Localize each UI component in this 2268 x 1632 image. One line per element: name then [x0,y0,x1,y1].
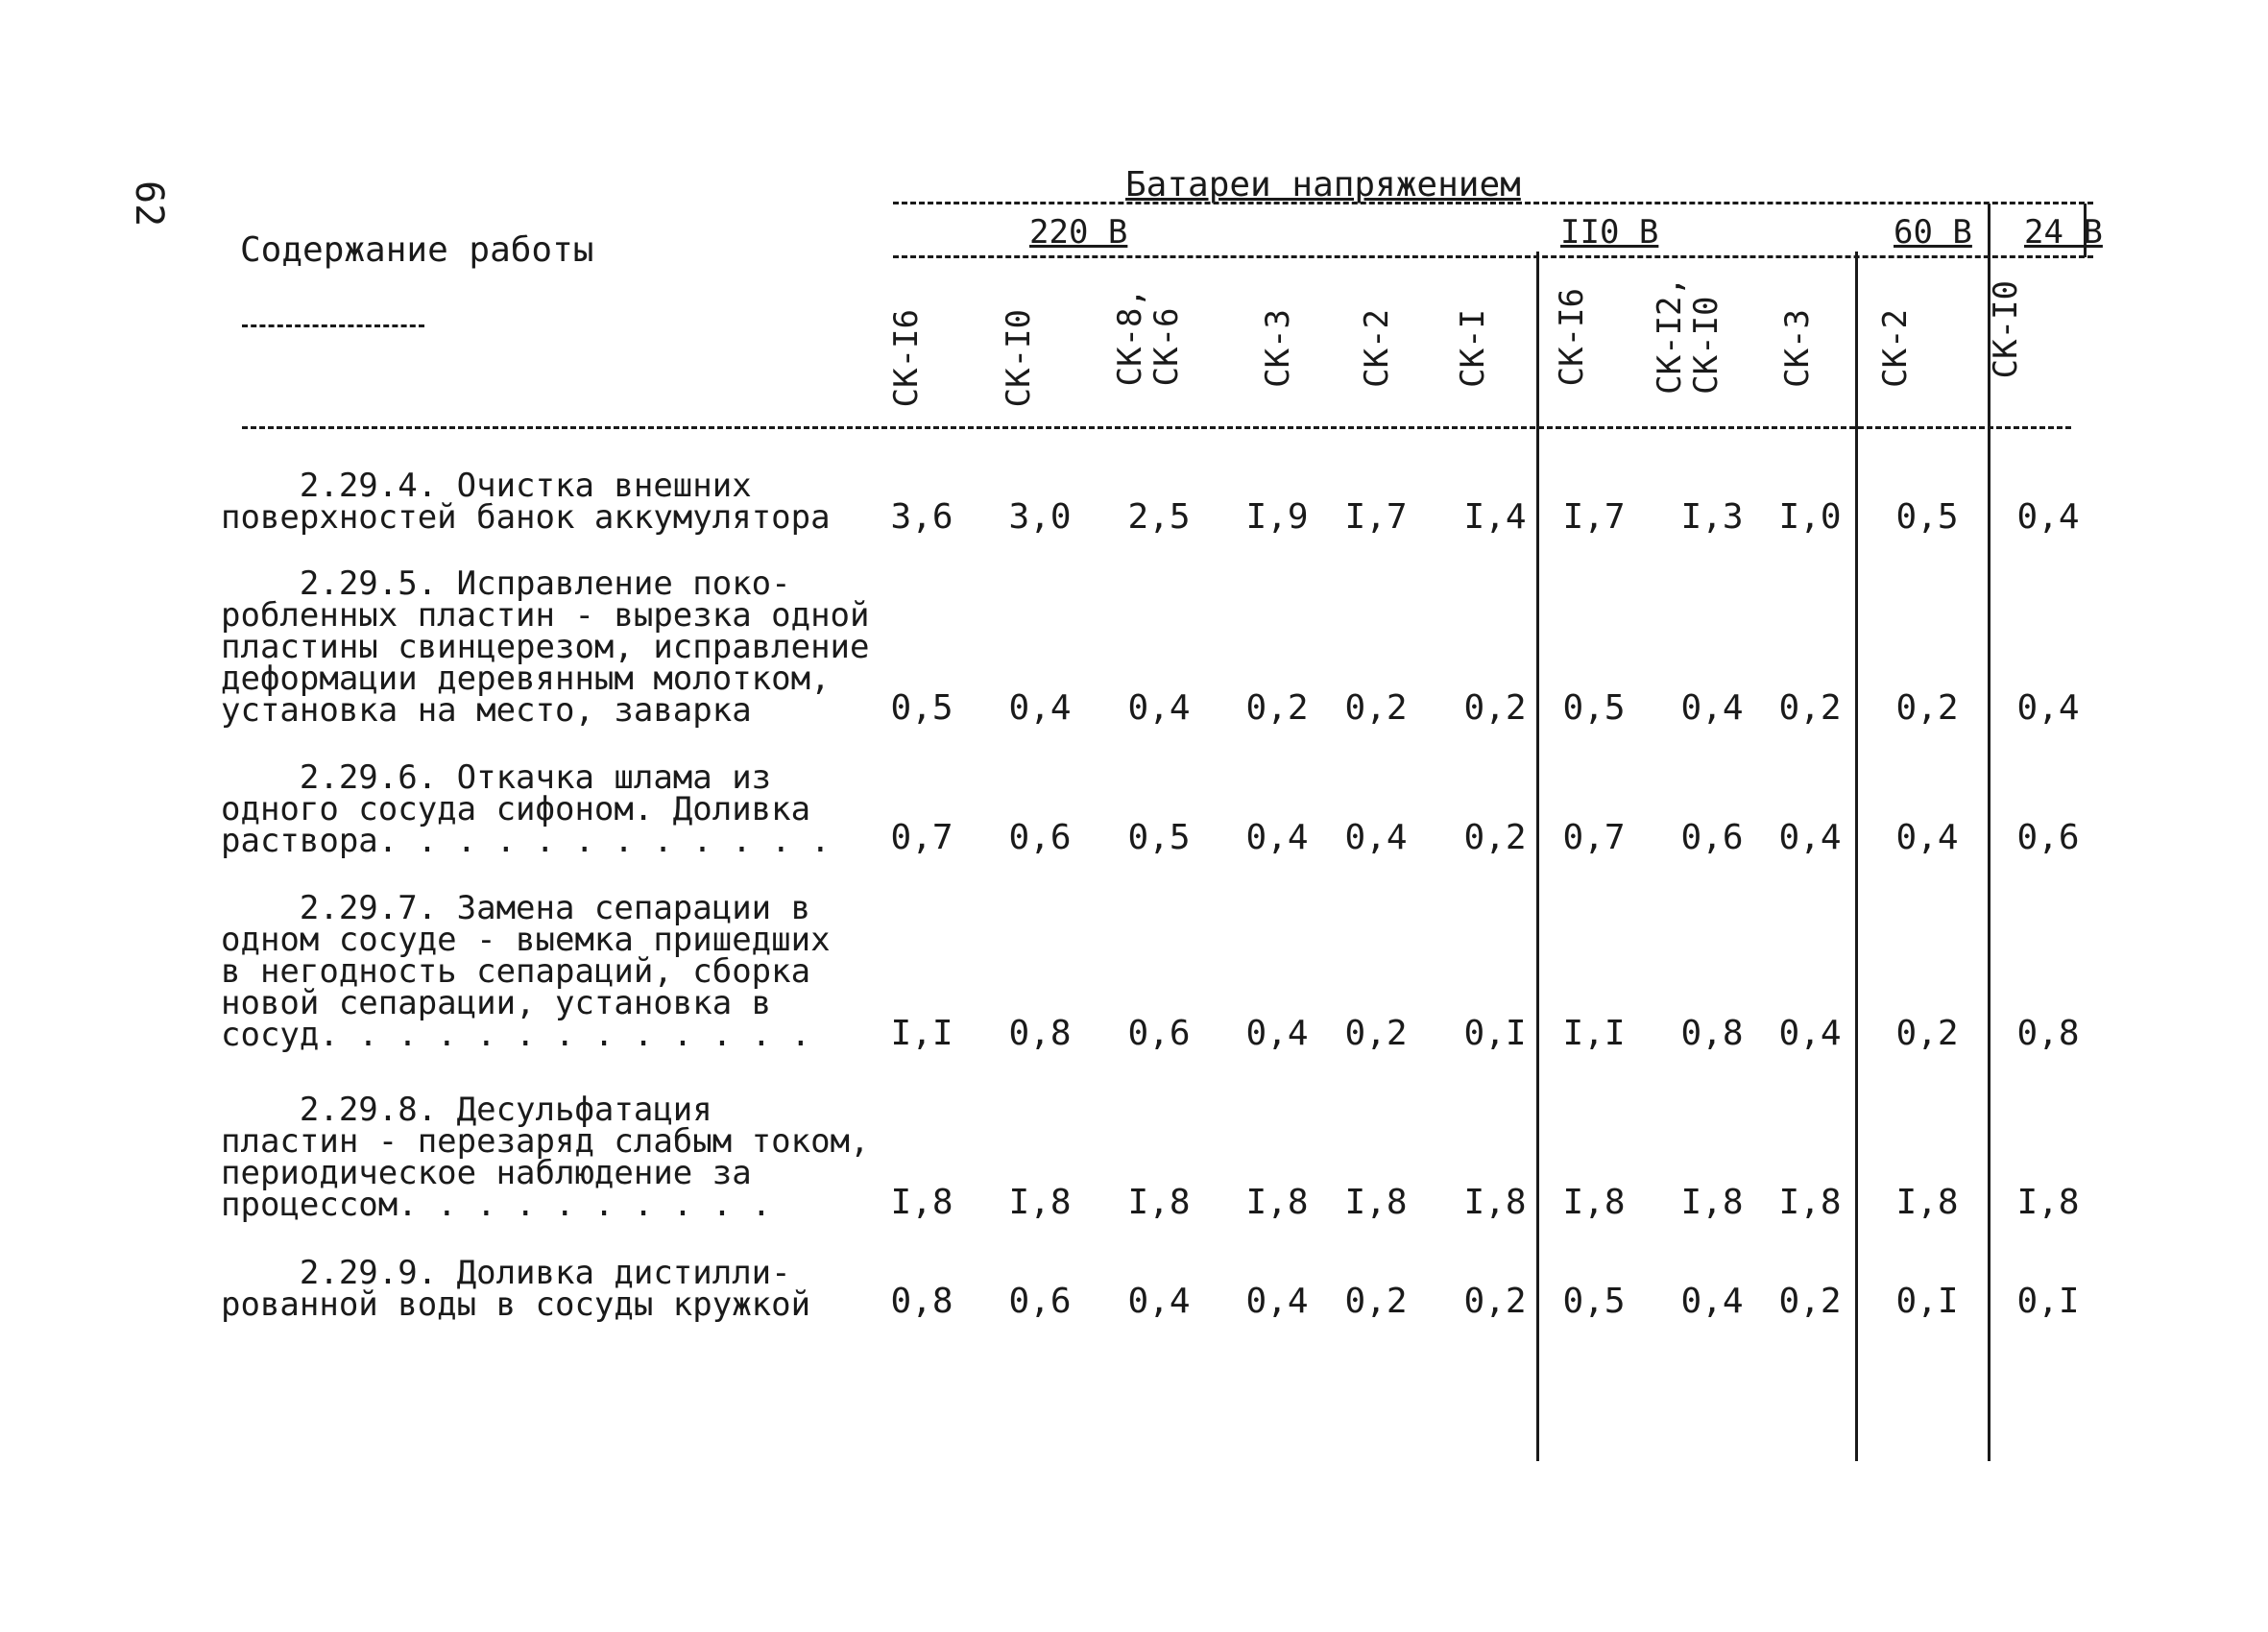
value-cell: I,8 [1680,1183,1744,1222]
value-cell: 0,2 [1778,1282,1842,1321]
col-header-9: СК-3 [1778,309,1817,388]
voltage-24-label: 24 В [2024,213,2103,252]
col-header-8: СК-I2, СК-I0 [1651,276,1725,395]
value-cell: 0,4 [1680,688,1744,728]
value-cell: 0,4 [2016,688,2080,728]
value-cell: 0,2 [1463,688,1527,728]
value-cell: I,8 [1127,1183,1191,1222]
value-cell: I,9 [1245,497,1309,537]
group-divider-line [893,202,2093,204]
value-cell: I,7 [1344,497,1408,537]
separator-60-24 [1988,204,1991,1461]
value-cell: I,4 [1463,497,1527,537]
value-cell: 0,2 [1344,1282,1408,1321]
col-header-11: СК-I0 [1987,280,2025,379]
value-cell: 0,4 [1778,1014,1842,1053]
value-cell: I,7 [1562,497,1626,537]
voltage-110-label: II0 В [1560,213,1659,252]
value-cell: 0,8 [1008,1014,1072,1053]
value-cell: 0,5 [1127,818,1191,857]
row-description: 2.29.6. Откачка шлама из одного сосуда сифоном. Доливка раствора. . . . . . . . . . . . [221,758,831,860]
value-cell: 0,4 [1778,818,1842,857]
voltage-220-label: 220 В [1029,213,1128,252]
value-cell: 0,2 [1463,818,1527,857]
value-cell: 0,4 [1008,688,1072,728]
value-cell: 0,4 [1245,818,1309,857]
separator-110-60 [1855,252,1858,1461]
col-header-2: СК-I0 [1000,309,1038,408]
value-cell: 3,0 [1008,497,1072,537]
value-cell: 0,5 [1895,497,1959,537]
value-cell: 0,6 [2016,818,2080,857]
row-description: 2.29.9. Доливка дистилли- рованной воды в сосуды кружкой [221,1254,811,1324]
value-cell: I,I [890,1014,953,1053]
col-header-7: СК-I6 [1553,288,1591,387]
row-description: 2.29.4. Очистка внешних поверхностей банок аккумулятора [221,467,831,537]
value-cell: 0,8 [890,1282,953,1321]
voltage-divider-line [893,255,2093,258]
value-cell: I,8 [1008,1183,1072,1222]
value-cell: 3,6 [890,497,953,537]
value-cell: 0,6 [1127,1014,1191,1053]
value-cell: 0,I [2016,1282,2080,1321]
page-number: 62 [127,180,171,228]
value-cell: I,0 [1778,497,1842,537]
value-cell: 0,I [1463,1014,1527,1053]
value-cell: I,8 [1778,1183,1842,1222]
value-cell: 0,6 [1008,1282,1072,1321]
value-cell: I,I [1562,1014,1626,1053]
col-header-1: СК-I6 [887,309,926,408]
value-cell: I,8 [890,1183,953,1222]
value-cell: 0,2 [1245,688,1309,728]
value-cell: 0,4 [1895,818,1959,857]
value-cell: 0,2 [1463,1282,1527,1321]
value-cell: 0,2 [1895,688,1959,728]
row-description: 2.29.7. Замена сепарации в одном сосуде - выемка пришедших в негодность сепараций, сборка новой сепарации, установка в сосуд. . . . . . . . . . . . . [221,889,831,1054]
header-dash-divider [242,324,424,327]
value-cell: 0,5 [1562,1282,1626,1321]
col-header-3: СК-8, СК-6 [1111,288,1186,387]
col-header-4: СК-3 [1259,309,1297,388]
batteries-voltage-title: Батареи напряжением [1125,165,1521,204]
value-cell: 0,6 [1680,818,1744,857]
value-cell: 0,4 [1680,1282,1744,1321]
value-cell: I,8 [1895,1183,1959,1222]
value-cell: 2,5 [1127,497,1191,537]
value-cell: I,8 [1245,1183,1309,1222]
row-description: 2.29.5. Исправление поко- робленных пластин - вырезка одной пластины свинцерезом, исправление деформации деревянным молотком, установка на место, заварка [221,564,870,730]
separator-24-right [2084,204,2087,257]
col-header-6: СК-I [1454,309,1492,388]
row-description: 2.29.8. Десульфатация пластин - перезаряд слабым током, периодическое наблюдение за процессом. . . . . . . . . . [221,1091,870,1224]
value-cell: 0,7 [890,818,953,857]
value-cell: 0,2 [1344,688,1408,728]
value-cell: 0,4 [1127,688,1191,728]
value-cell: I,8 [1344,1183,1408,1222]
value-cell: I,8 [1562,1183,1626,1222]
value-cell: 0,2 [1895,1014,1959,1053]
value-cell: 0,5 [1562,688,1626,728]
value-cell: 0,4 [1344,818,1408,857]
header-bottom-line [242,426,2071,429]
value-cell: 0,8 [1680,1014,1744,1053]
value-cell: 0,2 [1778,688,1842,728]
value-cell: 0,4 [1245,1014,1309,1053]
value-cell: 0,8 [2016,1014,2080,1053]
value-cell: 0,5 [890,688,953,728]
work-content-header: Содержание работы [240,230,594,270]
value-cell: 0,7 [1562,818,1626,857]
value-cell: I,8 [1463,1183,1527,1222]
col-header-5: СК-2 [1358,309,1396,388]
voltage-60-label: 60 В [1894,213,1972,252]
value-cell: I,3 [1680,497,1744,537]
value-cell: 0,4 [1245,1282,1309,1321]
value-cell: 0,6 [1008,818,1072,857]
value-cell: 0,2 [1344,1014,1408,1053]
value-cell: I,8 [2016,1183,2080,1222]
value-cell: 0,4 [1127,1282,1191,1321]
value-cell: 0,4 [2016,497,2080,537]
value-cell: 0,I [1895,1282,1959,1321]
col-header-10: СК-2 [1876,309,1915,388]
